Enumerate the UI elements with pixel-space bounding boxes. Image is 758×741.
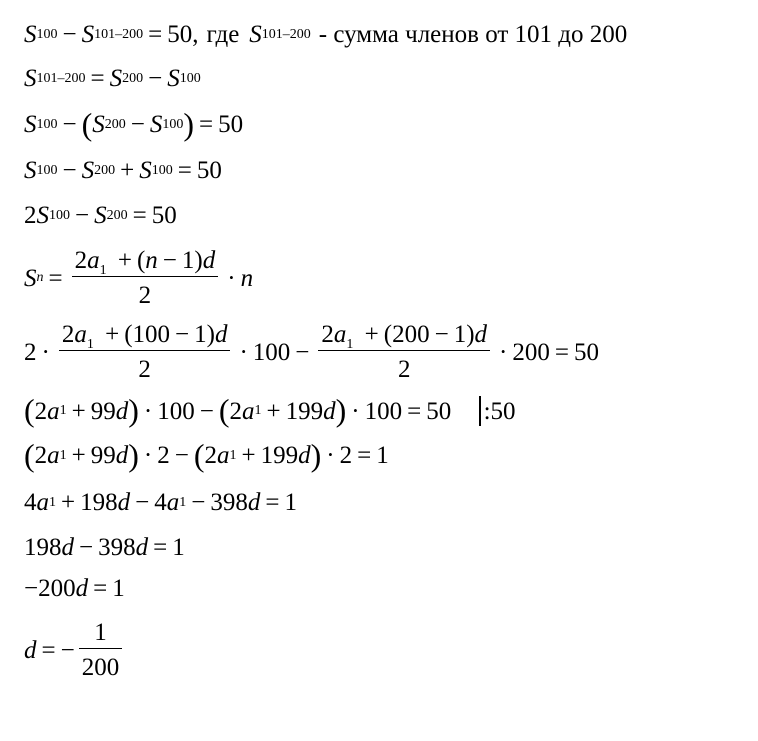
fraction: $\frac{2a_1 + (n - 1)d}{2}$ bbox=[72, 248, 219, 308]
eq-line-11: 198 d − 398 d = 1 bbox=[24, 534, 185, 561]
eq-line-5: 2 S 100 − S 200 = 50 bbox=[24, 202, 177, 229]
fraction: $\frac{2a_1 + (200 - 1)d}{2}$ bbox=[318, 322, 490, 382]
note-where: где bbox=[206, 21, 240, 48]
eq-line-3: S 100 − ( S 200 − S 100 ) = 50 bbox=[24, 106, 244, 142]
eq-line-6: S n = $\frac{2a_1 + (n - 1)d}{2}$ · n bbox=[24, 247, 254, 309]
divider-bar bbox=[479, 396, 480, 426]
eq-line-9: ( 2 a 1 + 99 d ) · 2 − ( 2 a 1 + 199 d ) · 2 = 1 bbox=[24, 437, 389, 473]
sym-S: S bbox=[24, 21, 37, 48]
eq-line-13: d = − $\frac{1}{200}$ bbox=[24, 620, 126, 680]
divide-by-50: :50 bbox=[483, 397, 516, 425]
eq-line-10: 4 a 1 + 198 d − 4 a 1 − 398 d = 1 bbox=[24, 489, 297, 516]
eq-line-7: 2 · $\frac{2a_1 + (100 - 1)d}{2}$ · 100 − $\frac{2a_1 + (200 - 1)d}{2}$ · 200 = 50 bbox=[24, 321, 599, 383]
fraction: $\frac{1}{200}$ bbox=[79, 620, 123, 680]
eq-line-8: ( 2 a 1 + 99 d ) · 100 − ( 2 a 1 + 199 d ) · 100 = 50 :50 bbox=[24, 392, 516, 429]
eq-line-1: S 100 − S 101–200 = 50 , где S 101–200 - сумма членов от 101 до 200 bbox=[24, 21, 628, 48]
eq-line-12: −200 d = 1 bbox=[24, 575, 125, 602]
eq-line-4: S 100 − S 200 + S 100 = 50 bbox=[24, 157, 222, 184]
fraction: $\frac{2a_1 + (100 - 1)d}{2}$ bbox=[59, 322, 231, 382]
sum-description: - сумма членов от 101 до 200 bbox=[318, 21, 628, 48]
eq-line-2: S 101–200 = S 200 − S 100 bbox=[24, 65, 201, 92]
